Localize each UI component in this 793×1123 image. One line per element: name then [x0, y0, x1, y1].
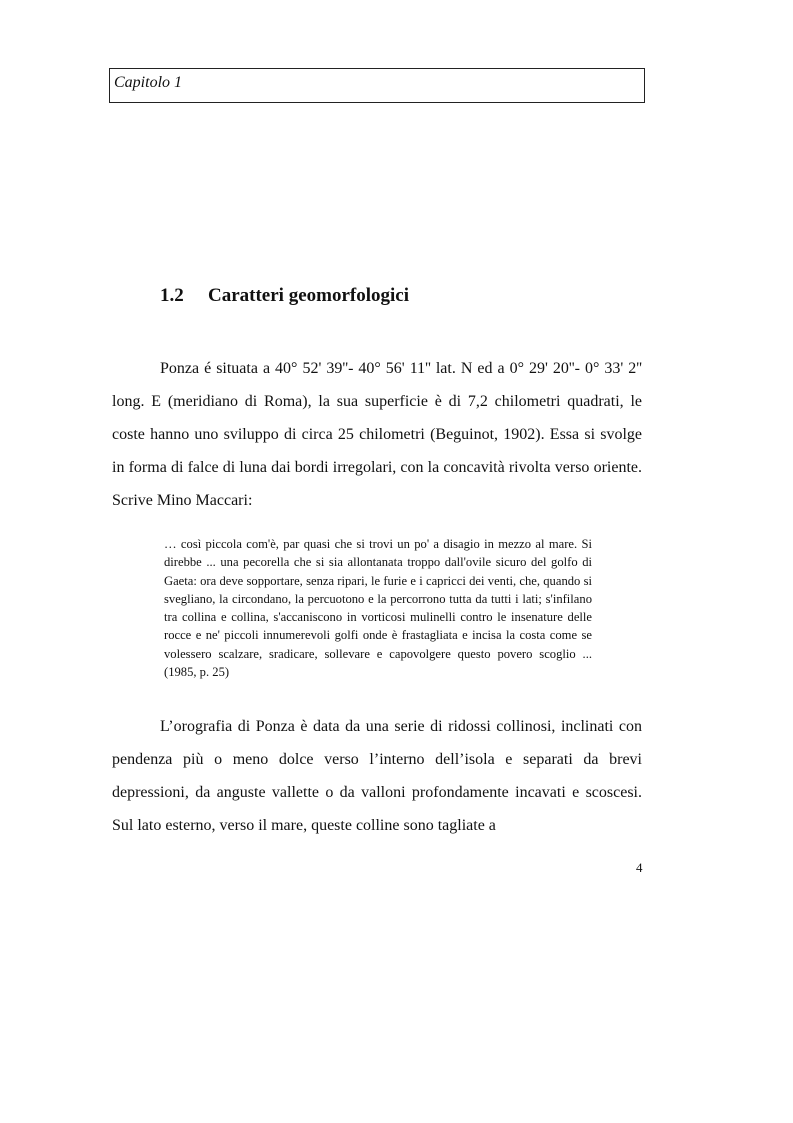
- chapter-label: Capitolo 1: [114, 74, 183, 91]
- block-quote: … così piccola com'è, par quasi che si trovi un po' a disagio in mezzo al mare. Si direbbe ... una pecorella che si sia allontanata troppo dall'ovile sicuro del golfo di Gaeta: ora deve sopportare, senza ripari, le furie e i capricci dei venti, che, quando si svegliano, la circondano, la percuotono e la percorrono tutta da tutti i lati; s'infilano tra collina e collina, s'accaniscono in vorticosi mulinelli contro le insenature delle rocce e ne' piccoli innumerevoli golfi onde è frastagliata e incisa la costa come se volessero scalzare, sradicare, sollevare e capovolgere questo povero scoglio ... (1985, p. 25): [164, 537, 592, 680]
- body-paragraph: L’orografia di Ponza è data da una serie di ridossi collinosi, inclinati con pendenza più o meno dolce verso l’interno dell’isola e separati da brevi depressioni, da anguste vallette o da valloni profondamente incavati e scoscesi. Sul lato esterno, verso il mare, queste colline sono tagliate a: [112, 718, 642, 834]
- section-title: Caratteri geomorfologici: [208, 285, 409, 306]
- chapter-header-box: [109, 68, 645, 103]
- body-paragraph: Ponza é situata a 40° 52' 39''- 40° 56' 11'' lat. N ed a 0° 29' 20''- 0° 33' 2'' long. E (meridiano di Roma), la sua superficie è di 7,2 chilometri quadrati, le coste hanno uno sviluppo di circa 25 chilometri (Beguinot, 1902). Essa si svolge in forma di falce di luna dai bordi irregolari, con la concavità rivolta verso oriente. Scrive Mino Maccari:: [112, 360, 642, 509]
- section-heading: [160, 285, 409, 307]
- section-number: 1.2: [160, 285, 184, 306]
- page-number: 4: [636, 860, 643, 875]
